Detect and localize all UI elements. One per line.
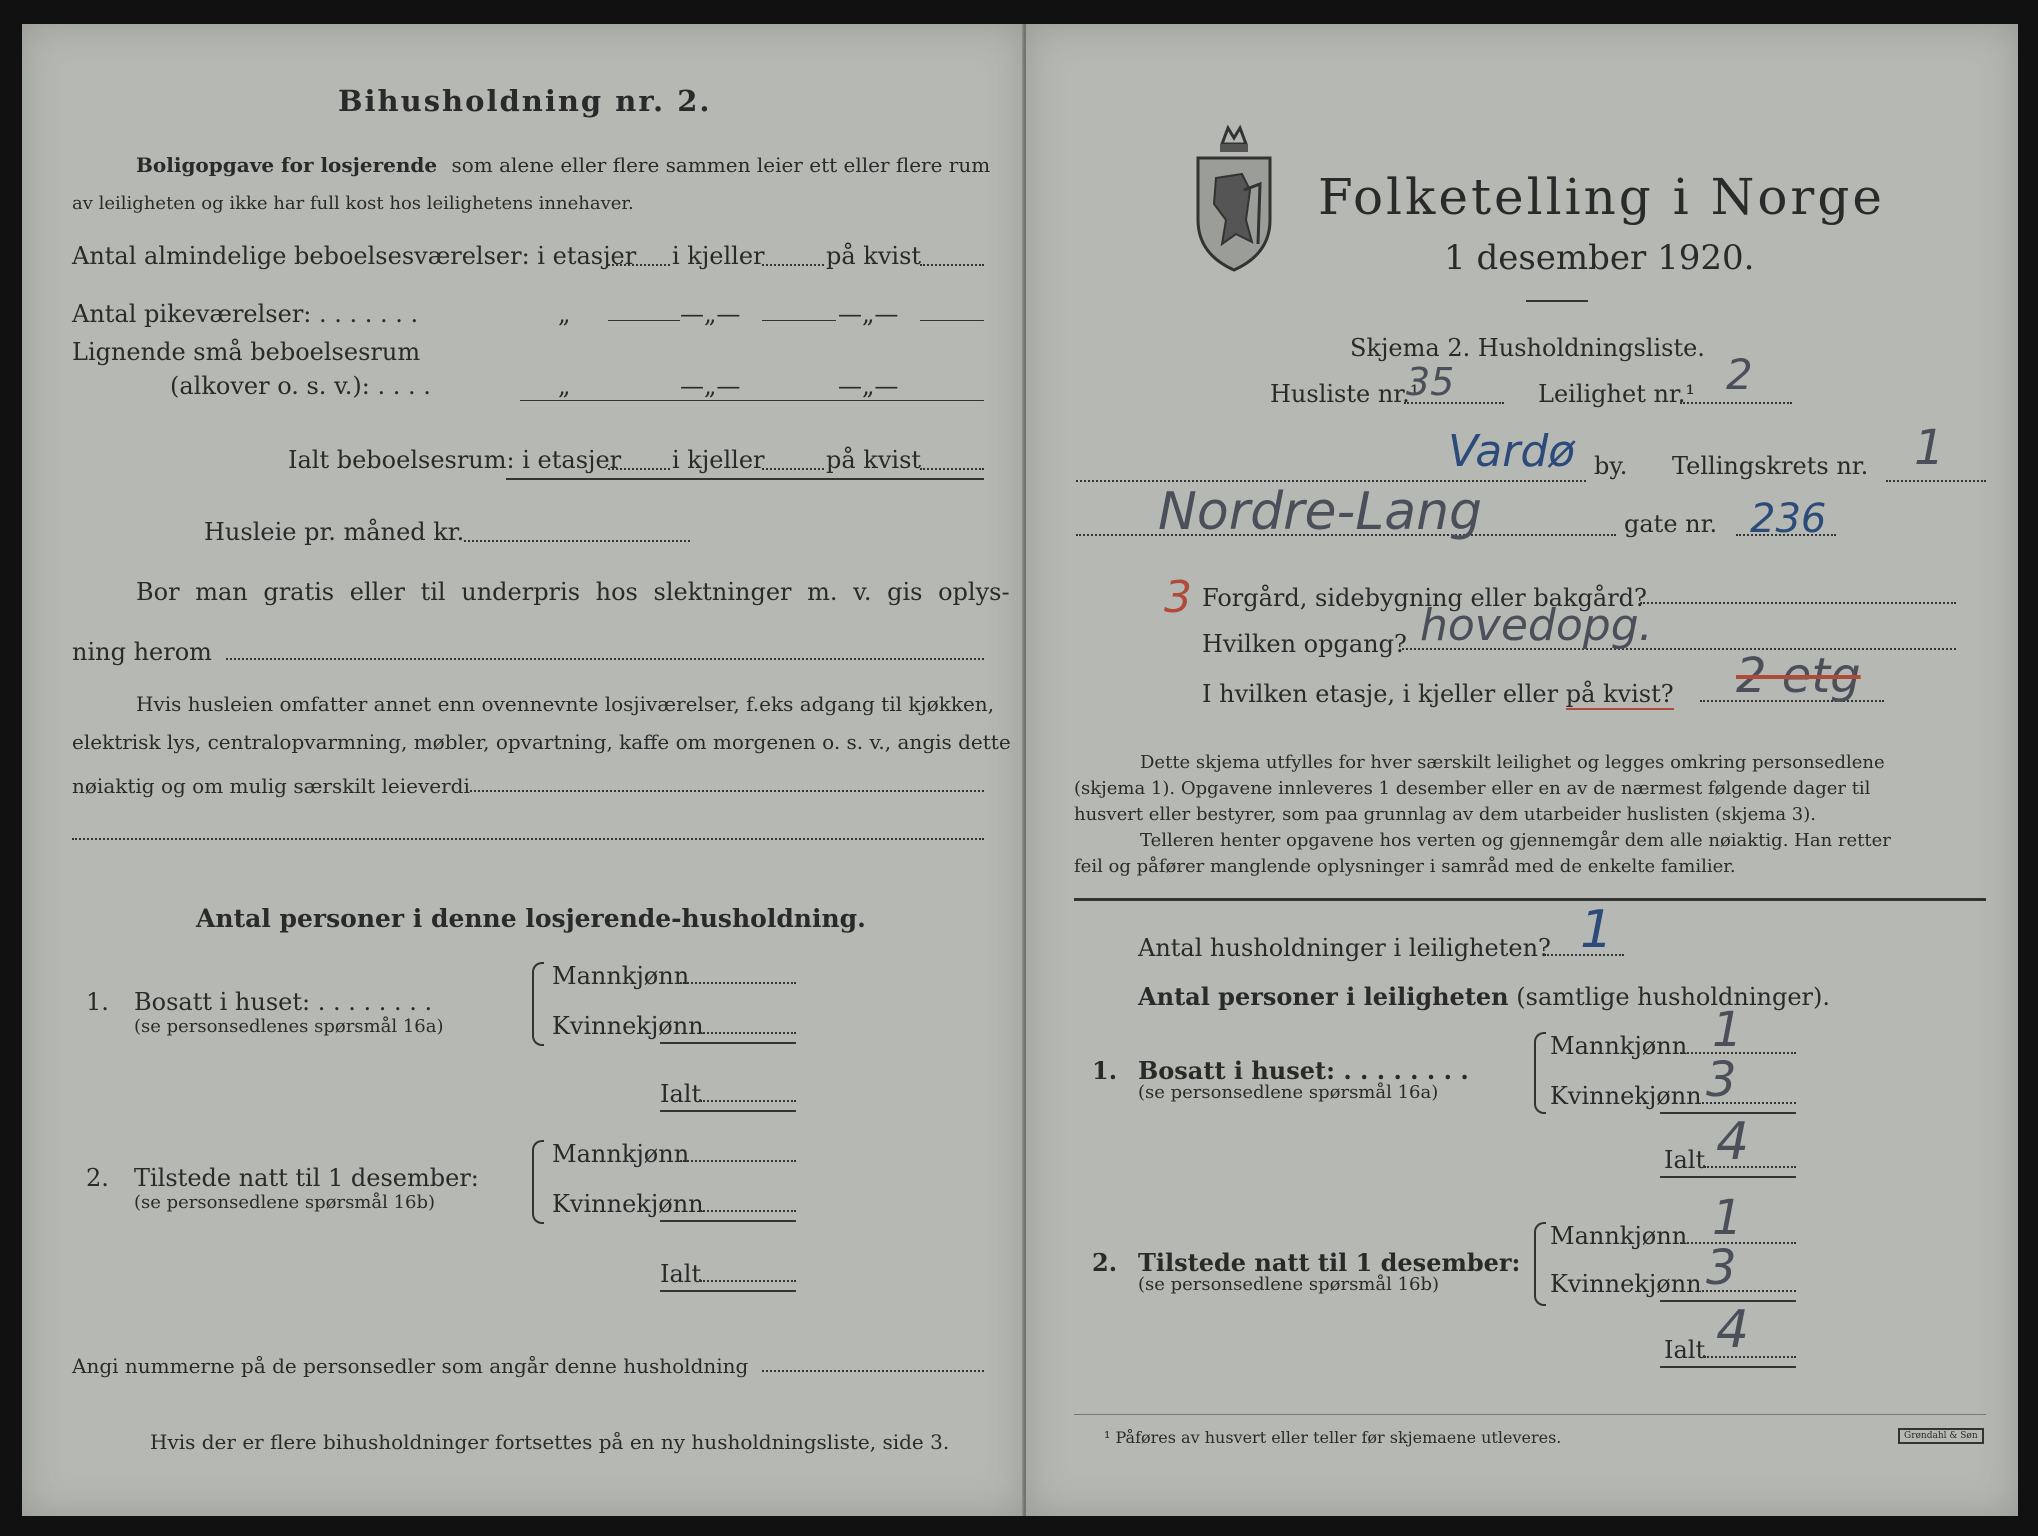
left-q2-bracket [532, 1140, 544, 1224]
info-divider [1074, 898, 1986, 901]
info-line-4: Telleren henter opgavene hos verten og gjennemgår dem alle nøiaktig. Han retter [1140, 830, 1891, 851]
pike-label: Antal pikeværelser: . . . . . . . [72, 300, 419, 328]
ialt-kvist-field[interactable] [920, 468, 984, 470]
tellingskrets-label: Tellingskrets nr. [1672, 452, 1869, 480]
skjema-label: Skjema 2. Husholdningsliste. [1350, 334, 1705, 362]
info-line-3: husvert eller bestyrer, som paa grunnlag av dem utarbeider huslisten (skjema 3). [1074, 804, 1816, 825]
right-q2-sub: (se personsedlene spørsmål 16b) [1138, 1274, 1440, 1295]
rooms-kvist-field[interactable] [920, 264, 984, 266]
intro-line-2: av leiligheten og ikke har full kost hos leilighetens innehaver. [72, 193, 634, 214]
left-q2-sub: (se personsedlene spørsmål 16b) [134, 1192, 436, 1213]
ialt-kjeller-label: i kjeller [672, 446, 765, 474]
left-q2-ialt-field[interactable] [700, 1280, 796, 1282]
opgang-label: Hvilken opgang? [1202, 630, 1407, 658]
pike-line-1[interactable] [608, 320, 680, 321]
pike-dash-1: —„— [680, 300, 741, 328]
angi-field[interactable] [762, 1370, 984, 1372]
hvis-line-3: nøiaktig og om mulig særskilt leieverdi [72, 774, 470, 798]
left-q2-ialt-rule [660, 1290, 796, 1292]
info-line-2: (skjema 1). Opgavene innleveres 1 desember eller en av de nærmest følgende dager til [1074, 778, 1871, 799]
left-q1-bracket [532, 962, 544, 1046]
right-q2-label: Tilstede natt til 1 desember: [1138, 1248, 1521, 1277]
left-q2-kvinne-field[interactable] [700, 1210, 796, 1212]
hvis-line-2: elektrisk lys, centralopvarmning, møbler, opvartning, kaffe om morgenen o. s. v., angis dette [72, 730, 1011, 754]
husholdninger-value: 1 [1580, 900, 1614, 960]
left-q2-ialt-label: Ialt [660, 1260, 702, 1288]
footnote-rule [1074, 1414, 1986, 1415]
lignende-label-2: (alkover o. s. v.): . . . . [170, 372, 431, 400]
ialt-rooms-label: Ialt beboelsesrum: i etasjer [288, 446, 622, 474]
left-q1-ialt-rule [660, 1110, 796, 1112]
ialt-underline [506, 478, 984, 480]
left-persons-heading: Antal personer i denne losjerende-husholdning. [196, 904, 866, 933]
husliste-label: Husliste nr.¹ [1270, 380, 1420, 408]
rooms-kjeller-label: i kjeller [672, 242, 765, 270]
right-q1-mann-label: Mannkjønn [1550, 1032, 1688, 1060]
rooms-etasjer-field[interactable] [608, 264, 670, 266]
pike-line-3[interactable] [920, 320, 984, 321]
right-q1-kvinne-value: 3 [1706, 1052, 1737, 1108]
pike-line-2[interactable] [762, 320, 836, 321]
tellingskrets-value: 1 [1914, 420, 1945, 476]
leieverdi-field[interactable] [466, 790, 984, 792]
husliste-value: 35 [1406, 360, 1455, 404]
right-q2-ialt-label: Ialt [1664, 1336, 1706, 1364]
left-q1-mann-label: Mannkjønn [552, 962, 690, 990]
left-footer: Hvis der er flere bihusholdninger fortsettes på en ny husholdningsliste, side 3. [150, 1430, 950, 1454]
angi-label: Angi nummerne på de personsedler som angår denne husholdning [72, 1354, 749, 1378]
right-q2-kvinne-value: 3 [1706, 1240, 1737, 1296]
by-value: Vardø [1448, 426, 1576, 477]
hvis-line-1: Hvis husleien omfatter annet enn ovennevnte losjiværelser, f.eks adgang til kjøkken, [136, 692, 995, 716]
rooms-kvist-label: på kvist [826, 242, 922, 270]
right-q2-mann-label: Mannkjønn [1550, 1222, 1688, 1250]
gratis-line-1: Bor man gratis eller til underpris hos slektninger m. v. gis oplys- [136, 578, 1010, 606]
left-q1-kvinne-field[interactable] [700, 1032, 796, 1034]
right-q1-ialt-rule [1660, 1176, 1796, 1178]
info-line-5: feil og påfører manglende oplysninger i samråd med de enkelte familier. [1074, 856, 1736, 877]
by-label: by. [1594, 452, 1628, 480]
left-q2-kvinne-label: Kvinnekjønn [552, 1190, 704, 1218]
persons-heading-bold: Antal personer i leiligheten [1138, 982, 1509, 1011]
forgaard-mark: 3 [1164, 572, 1192, 623]
gratis-field[interactable] [226, 658, 984, 660]
right-q1-kvinne-label: Kvinnekjønn [1550, 1082, 1702, 1110]
left-q1-number: 1. [86, 988, 109, 1016]
gate-nr-value: 236 [1750, 496, 1827, 542]
left-q1-label: Bosatt i huset: . . . . . . . . [134, 988, 433, 1016]
printer-mark: Grøndahl & Søn [1898, 1428, 1984, 1444]
ialt-kvist-label: på kvist [826, 446, 922, 474]
right-q2-number: 2. [1092, 1248, 1118, 1277]
right-q2-ialt-rule [1660, 1366, 1796, 1368]
leieverdi-field-2[interactable] [72, 838, 984, 840]
husleie-label: Husleie pr. måned kr. [204, 518, 465, 546]
etasje-label-text: I hvilken etasje, i kjeller eller [1202, 680, 1559, 708]
leilighet-field[interactable] [1680, 402, 1792, 404]
pike-dash-2: —„— [838, 300, 899, 328]
rooms-kjeller-field[interactable] [762, 264, 824, 266]
left-q2-mann-field[interactable] [680, 1160, 796, 1162]
husleie-field[interactable] [464, 540, 690, 542]
forgaard-label: Forgård, sidebygning eller bakgård? [1202, 584, 1647, 612]
right-q1-mann-value: 1 [1712, 1002, 1743, 1058]
right-q1-ialt-value: 4 [1716, 1112, 1750, 1172]
lignende-dash-2: —„— [838, 372, 899, 400]
left-q1-sub: (se personsedlenes spørsmål 16a) [134, 1016, 444, 1037]
norway-coat-of-arms-icon [1192, 124, 1276, 274]
right-q1-sub: (se personsedlene spørsmål 16a) [1138, 1082, 1439, 1103]
right-q2-kvinne-label: Kvinnekjønn [1550, 1270, 1702, 1298]
intro-line-1 [136, 153, 990, 177]
leilighet-value: 2 [1726, 350, 1753, 399]
gratis-line-2: ning herom [72, 638, 212, 666]
info-line-1: Dette skjema utfylles for hver særskilt leilighet og legges omkring personsedlene [1140, 752, 1885, 773]
right-q2-mann-value: 1 [1712, 1190, 1743, 1246]
right-q2-ialt-value: 4 [1716, 1300, 1750, 1360]
left-q1-kvinne-label: Kvinnekjønn [552, 1012, 704, 1040]
right-q2-bracket [1534, 1222, 1546, 1306]
left-q1-ialt-label: Ialt [660, 1080, 702, 1108]
right-q1-label: Bosatt i huset: . . . . . . . . [1138, 1056, 1469, 1085]
intro-rest: som alene eller flere sammen leier ett eller flere rum [451, 153, 991, 177]
right-q1-bracket [1534, 1032, 1546, 1114]
ialt-kjeller-field[interactable] [762, 468, 824, 470]
opgang-value: hovedopg. [1420, 600, 1653, 651]
intro-bold: Boligopgave for losjerende [136, 153, 438, 177]
left-q1-mann-field[interactable] [680, 982, 796, 984]
lignende-dash-1: —„— [680, 372, 741, 400]
persons-heading-rest: (samtlige husholdninger). [1516, 983, 1831, 1011]
left-q2-rule [660, 1220, 796, 1222]
left-q2-label: Tilstede natt til 1 desember: [134, 1164, 479, 1192]
leilighet-label: Leilighet nr.¹ [1538, 380, 1696, 408]
right-q1-ialt-label: Ialt [1664, 1146, 1706, 1174]
forgaard-field[interactable] [1640, 602, 1956, 604]
footnote: ¹ Påføres av husvert eller teller før skjemaene utleveres. [1104, 1428, 1562, 1447]
etasje-label [1202, 680, 1674, 708]
census-title: Folketelling i Norge [1318, 168, 1885, 226]
left-q2-number: 2. [86, 1164, 109, 1192]
gate-value: Nordre-Lang [1158, 482, 1483, 542]
title-divider [1526, 300, 1588, 302]
lignende-label-1: Lignende små beboelsesrum [72, 338, 421, 366]
left-q1-rule [660, 1042, 796, 1044]
right-q1-number: 1. [1092, 1056, 1118, 1085]
lignende-line[interactable] [520, 400, 984, 401]
ialt-etasjer-field[interactable] [608, 468, 670, 470]
left-q1-ialt-field[interactable] [700, 1100, 796, 1102]
gate-label: gate nr. [1624, 510, 1718, 538]
census-date: 1 desember 1920. [1444, 238, 1755, 278]
rooms-label: Antal almindelige beboelsesværelser: i etasjer [72, 242, 637, 270]
tellingskrets-field[interactable] [1886, 480, 1986, 482]
etasje-value: 2 etg [1736, 648, 1861, 704]
husholdninger-label: Antal husholdninger i leiligheten? [1138, 934, 1551, 962]
paa-kvist-underlined: på kvist? [1565, 680, 1674, 708]
left-title: Bihusholdning nr. 2. [338, 84, 712, 118]
pike-ditto: „ [558, 300, 571, 328]
lignende-ditto: „ [558, 372, 571, 400]
left-q2-mann-label: Mannkjønn [552, 1140, 690, 1168]
